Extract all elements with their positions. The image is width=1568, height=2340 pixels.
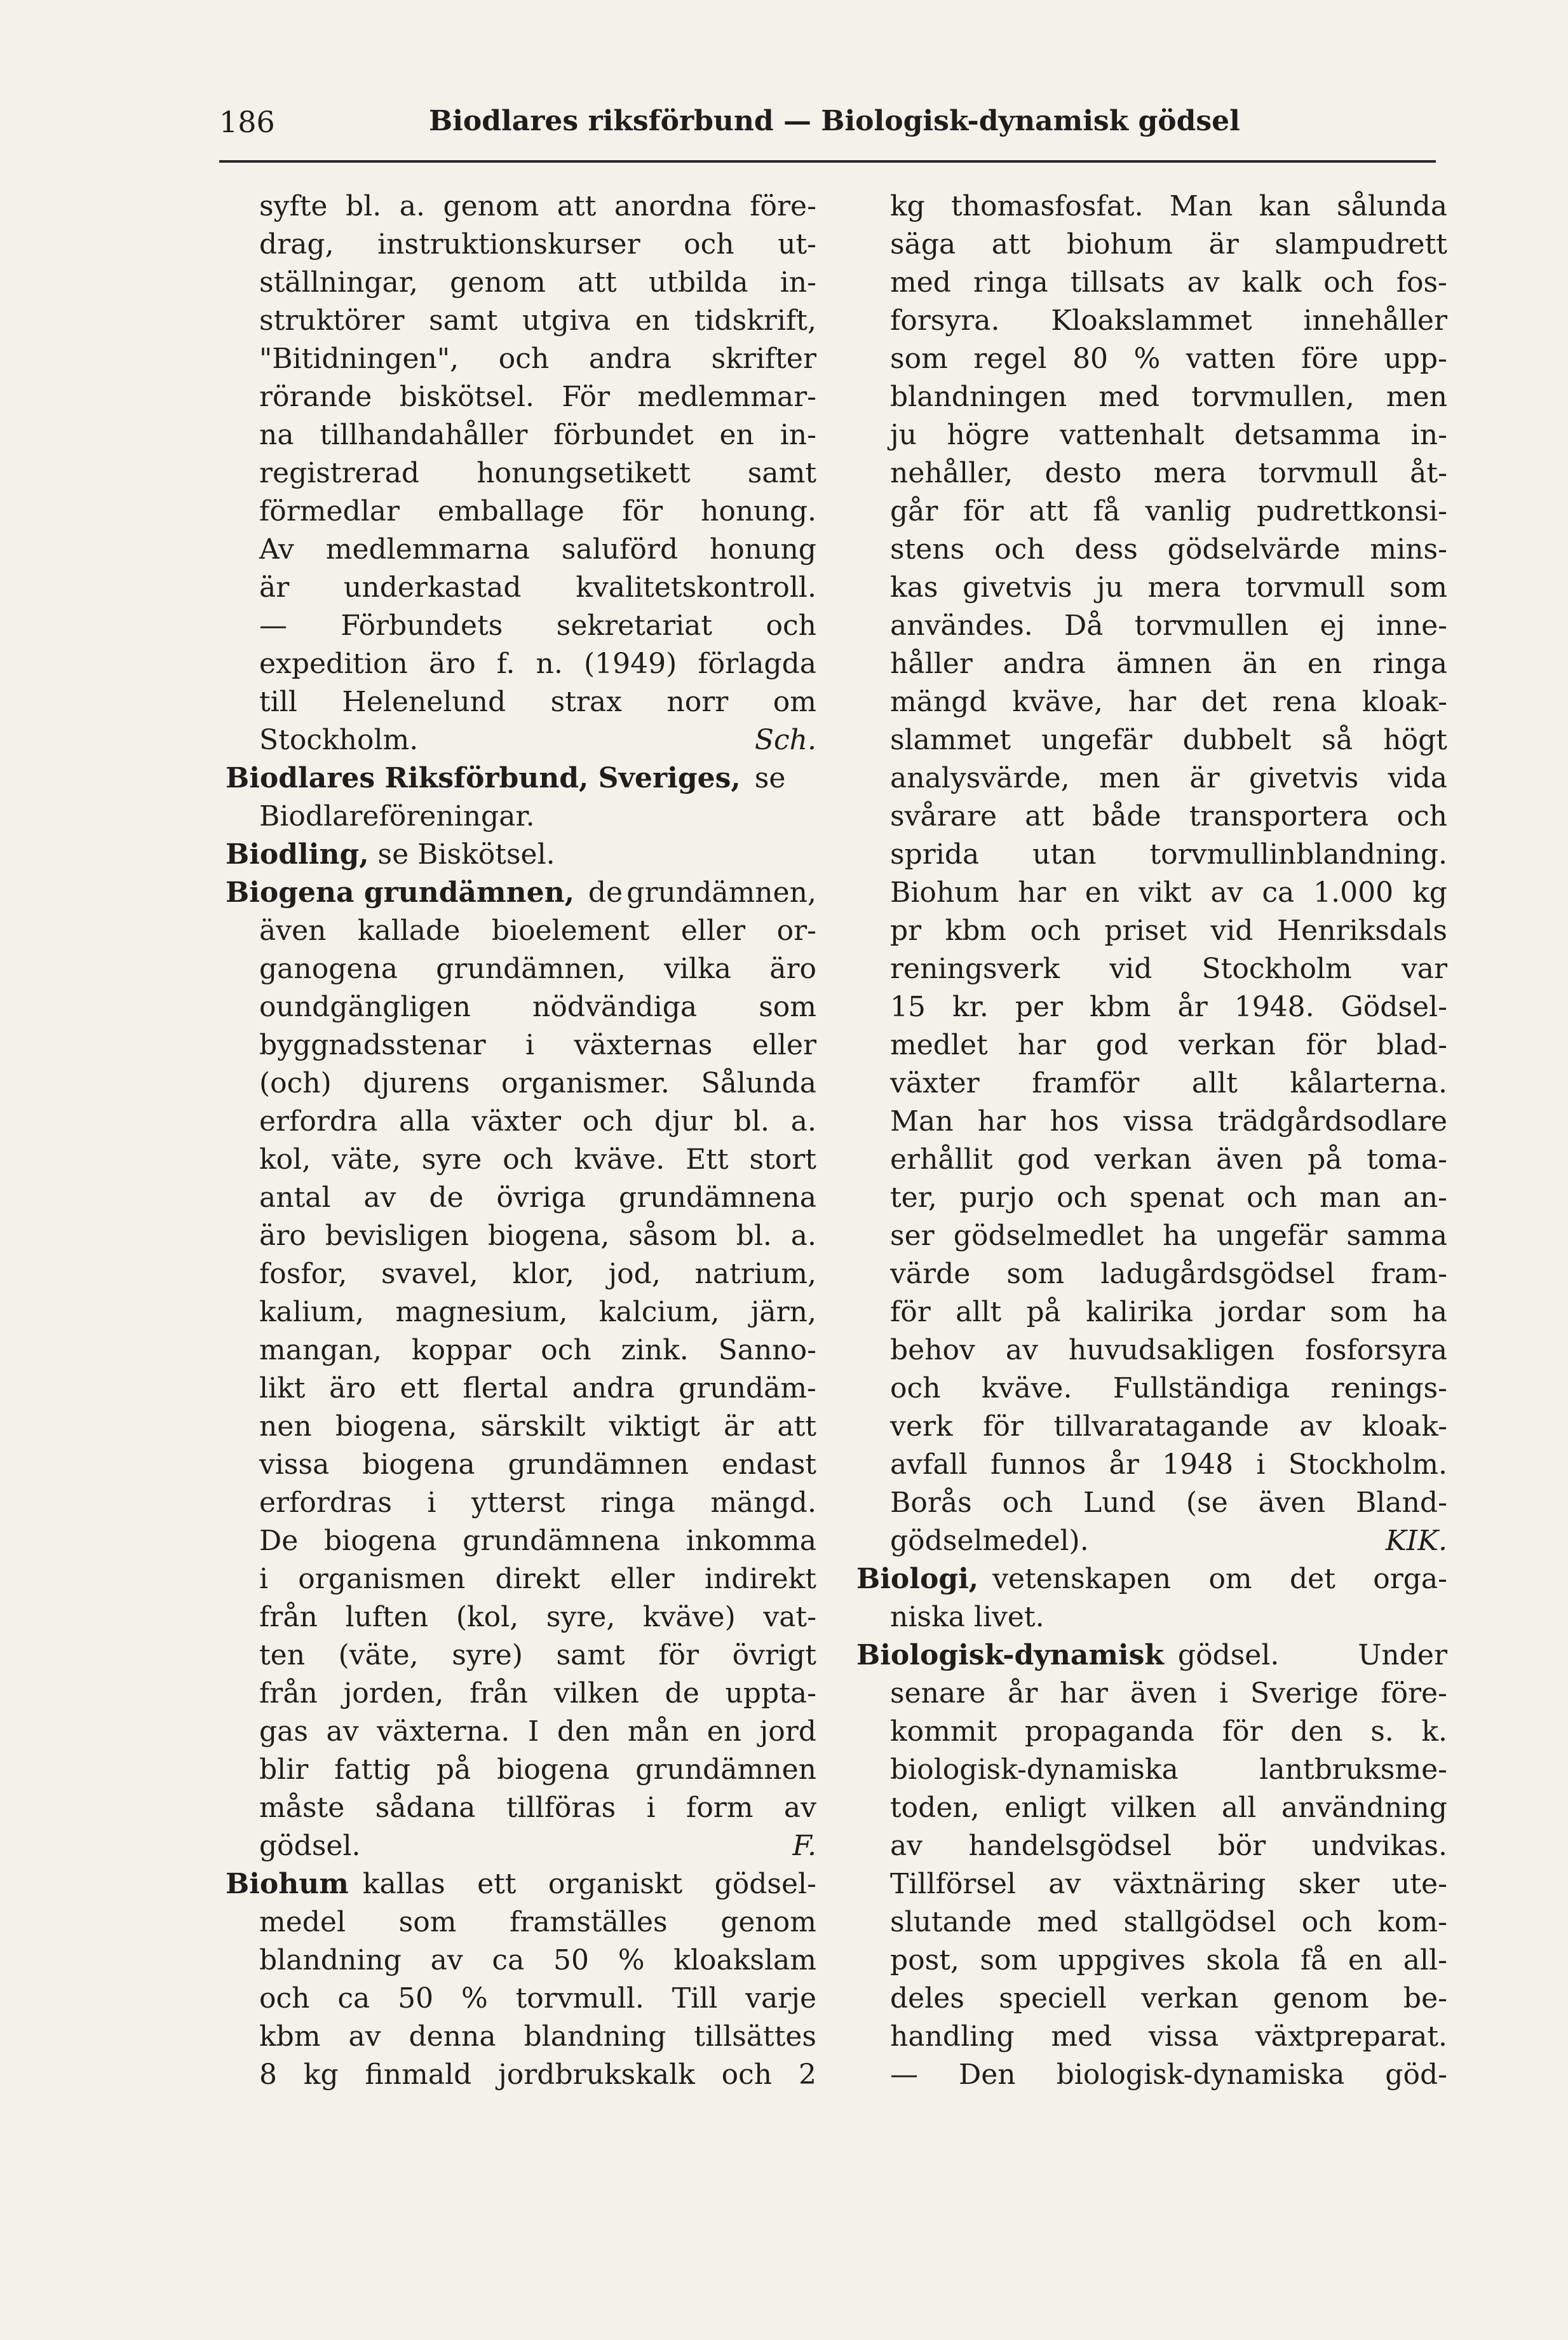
line-text: blandning av ca 50 % kloakslam (259, 1944, 816, 1976)
line-text: gödsel. (259, 1830, 361, 1862)
text-line (226, 1370, 816, 1408)
text-line (856, 683, 1447, 721)
line-text: registrerad honungsetikett samt (259, 457, 816, 489)
text-line (856, 416, 1447, 454)
line-text: slammet ungefär dubbelt så högt (890, 724, 1447, 756)
text-line (856, 1484, 1447, 1522)
text-line (226, 1713, 816, 1751)
line-text: ter, purjo och spenat och man an- (890, 1181, 1447, 1214)
line-text: blir fattig på biogena grundämnen (259, 1753, 816, 1786)
line-text: kol, väte, syre och kväve. Ett stort (259, 1143, 816, 1176)
line-text: Biohum har en vikt av ca 1.000 kg (890, 876, 1447, 909)
text-line (856, 1865, 1447, 1903)
text-line (856, 1903, 1447, 1942)
line-text: rörande biskötsel. För medlemmar- (259, 381, 816, 413)
line-text: med ringa tillsats av kalk och fos- (890, 266, 1447, 299)
text-line (856, 1026, 1447, 1065)
line-text: svårare att både transportera och (890, 800, 1447, 833)
line-text: 8 kg finmald jordbrukskalk och 2 (259, 2058, 816, 2091)
line-text: mängd kväve, har det rena kloak- (890, 686, 1447, 718)
line-text: antal av de övriga grundämnena (259, 1181, 816, 1214)
text-line (226, 340, 816, 378)
entry-headword: Biodling, (226, 838, 369, 871)
line-text: erfordras i ytterst ringa mängd. (259, 1486, 816, 1519)
line-text: måste sådana tillföras i form av (259, 1792, 816, 1824)
text-line (856, 1103, 1447, 1141)
text-line (856, 1217, 1447, 1255)
text-line (856, 607, 1447, 645)
text-line (226, 1179, 816, 1217)
line-text: gödsel. Under (1177, 1639, 1447, 1671)
line-text: kg thomasfosfat. Man kan sålunda (890, 190, 1447, 222)
line-text: se Biskötsel. (368, 838, 555, 871)
line-text: blandningen med torvmullen, men (890, 381, 1447, 413)
text-line (856, 988, 1447, 1026)
line-text: vetenskapen om det orga- (992, 1563, 1447, 1595)
text-line (856, 226, 1447, 264)
right-column (856, 187, 1447, 2094)
entry-headword: Biologi, (856, 1563, 979, 1595)
line-text: växter framför allt kålarterna. (890, 1067, 1447, 1099)
line-text: post, som uppgives skola få en all- (890, 1944, 1447, 1976)
line-text: ju högre vattenhalt detsamma in- (890, 419, 1447, 451)
text-line (856, 302, 1447, 340)
text-line (226, 264, 816, 302)
text-line (856, 759, 1447, 798)
line-text: sprida utan torvmullinblandning. (890, 838, 1447, 871)
line-text: Av medlemmarna saluförd honung (259, 533, 816, 566)
text-line (856, 187, 1447, 226)
line-text: kbm av denna blandning tillsättes (259, 2020, 816, 2053)
text-line (856, 836, 1447, 874)
line-text: är underkastad kvalitetskontroll. (259, 571, 816, 604)
text-line (856, 950, 1447, 988)
line-text: fosfor, svavel, klor, jod, natrium, (259, 1258, 816, 1290)
text-line (226, 1942, 816, 1980)
text-line (856, 912, 1447, 950)
text-line (226, 187, 816, 226)
line-text: biologisk-dynamiska lantbruksme- (890, 1753, 1447, 1786)
page-header (219, 105, 1436, 156)
line-text: kallas ett organiskt gödsel- (362, 1868, 816, 1900)
text-line (226, 1675, 816, 1713)
text-line (226, 836, 816, 874)
line-text: och ca 50 % torvmull. Till varje (259, 1982, 816, 2015)
line-text: medel som framställes genom (259, 1906, 816, 1938)
line-text: Biodlareföreningar. (259, 800, 535, 833)
line-text: kalium, magnesium, kalcium, järn, (259, 1296, 816, 1328)
line-text: för allt på kalirika jordar som ha (890, 1296, 1447, 1328)
line-text: och kväve. Fullständiga renings- (890, 1372, 1447, 1405)
line-text: av handelsgödsel bör undvikas. (890, 1830, 1447, 1862)
entry-headword: Biologisk-dynamisk (856, 1639, 1164, 1671)
line-text: användes. Då torvmullen ej inne- (890, 609, 1447, 642)
line-text: Borås och Lund (se även Bland- (890, 1486, 1447, 1519)
line-text: förmedlar emballage för honung. (259, 495, 816, 527)
line-text: verk för tillvaratagande av kloak- (890, 1410, 1447, 1443)
line-text: pr kbm och priset vid Henriksdals (890, 915, 1447, 947)
line-text: kommit propaganda för den s. k. (890, 1715, 1447, 1748)
text-line (856, 1408, 1447, 1446)
text-line (226, 1636, 816, 1675)
text-line (856, 1446, 1447, 1484)
text-line (856, 1980, 1447, 2018)
text-line (226, 721, 816, 759)
text-line (226, 683, 816, 721)
line-text: oundgängligen nödvändiga som (259, 991, 816, 1023)
text-line (226, 1446, 816, 1484)
line-text: 15 kr. per kbm år 1948. Gödsel- (890, 991, 1447, 1023)
line-text: byggnadsstenar i växternas eller (259, 1029, 816, 1061)
author-signature: F. (792, 1830, 816, 1862)
author-signature: Sch. (754, 724, 816, 756)
line-text: analysvärde, men är givetvis vida (890, 762, 1447, 794)
line-text: som regel 80 % vatten före upp- (890, 343, 1447, 375)
line-text: reningsverk vid Stockholm var (890, 953, 1447, 985)
line-text: behov av huvudsakligen fosforsyra (890, 1334, 1447, 1366)
text-line (856, 531, 1447, 569)
text-line (226, 1026, 816, 1065)
text-line (856, 1789, 1447, 1827)
text-line (226, 988, 816, 1026)
line-text: medlet har god verkan för blad- (890, 1029, 1447, 1061)
text-line (226, 1560, 816, 1598)
line-text: erhållit god verkan även på toma- (890, 1143, 1447, 1176)
line-text: syfte bl. a. genom att anordna före- (259, 190, 816, 222)
text-line (856, 1141, 1447, 1179)
text-line (226, 378, 816, 416)
left-column (226, 187, 816, 2094)
line-text: stens och dess gödselvärde mins- (890, 533, 1447, 566)
text-line (856, 1179, 1447, 1217)
line-text: nehåller, desto mera torvmull åt- (890, 457, 1447, 489)
text-line (226, 1865, 816, 1903)
text-line (226, 1331, 816, 1370)
text-line (856, 1370, 1447, 1408)
text-line (226, 607, 816, 645)
line-text: na tillhandahåller förbundet en in- (259, 419, 816, 451)
text-line (856, 1827, 1447, 1865)
text-line (226, 2018, 816, 2056)
text-line (226, 1484, 816, 1522)
text-line (856, 874, 1447, 912)
line-text: avfall funnos år 1948 i Stockholm. (890, 1448, 1447, 1481)
text-line (856, 1713, 1447, 1751)
text-line (226, 302, 816, 340)
entry-headword: Biodlares Riksförbund, Sveriges, (226, 762, 741, 794)
line-text: värde som ladugårdsgödsel fram- (890, 1258, 1447, 1290)
author-signature: KIK. (1385, 1525, 1447, 1557)
line-text: från luften (kol, syre, kväve) vat- (259, 1601, 816, 1633)
line-text: struktörer samt utgiva en tidskrift, (259, 304, 816, 337)
line-text: säga att biohum är slampudrett (890, 228, 1447, 261)
text-line (226, 1255, 816, 1293)
text-line (226, 1789, 816, 1827)
text-line (856, 340, 1447, 378)
line-text: se (754, 762, 786, 794)
line-text: går för att få vanlig pudrettkonsi- (890, 495, 1447, 527)
text-line (226, 950, 816, 988)
line-text: från jorden, från vilken de uppta- (259, 1677, 816, 1710)
text-line (226, 531, 816, 569)
text-line (226, 645, 816, 683)
text-line (856, 721, 1447, 759)
text-line (226, 454, 816, 493)
line-text: forsyra. Kloakslammet innehåller (890, 304, 1447, 337)
entry-headword: Biohum (226, 1868, 349, 1900)
text-line (226, 912, 816, 950)
text-line (226, 493, 816, 531)
line-text: Tillförsel av växtnäring sker ute- (890, 1868, 1447, 1900)
text-line (226, 874, 816, 912)
text-line (226, 1598, 816, 1636)
text-line (226, 1217, 816, 1255)
text-line (856, 1598, 1447, 1636)
text-line (226, 1522, 816, 1560)
line-text: ställningar, genom att utbilda in- (259, 266, 816, 299)
line-text: de grundämnen, (588, 876, 816, 909)
line-text: slutande med stallgödsel och kom- (890, 1906, 1447, 1938)
text-line (856, 798, 1447, 836)
text-line (226, 1408, 816, 1446)
text-line (856, 1751, 1447, 1789)
line-text: senare år har även i Sverige före- (890, 1677, 1447, 1710)
text-line (856, 569, 1447, 607)
line-text: handling med vissa växtpreparat. (890, 2020, 1447, 2053)
line-text: ten (väte, syre) samt för övrigt (259, 1639, 816, 1671)
line-text: äro bevisligen biogena, såsom bl. a. (259, 1220, 816, 1252)
text-line (856, 1293, 1447, 1331)
text-line (856, 1331, 1447, 1370)
line-text: expedition äro f. n. (1949) förlagda (259, 648, 816, 680)
text-line (226, 1980, 816, 2018)
text-line (856, 454, 1447, 493)
line-text: nen biogena, särskilt viktigt är att (259, 1410, 816, 1443)
text-line (226, 798, 816, 836)
line-text: i organismen direkt eller indirekt (259, 1563, 816, 1595)
text-line (856, 1942, 1447, 1980)
line-text: vissa biogena grundämnen endast (259, 1448, 816, 1481)
text-line (856, 1675, 1447, 1713)
text-line (856, 645, 1447, 683)
line-text: ser gödselmedlet ha ungefär samma (890, 1220, 1447, 1252)
line-text: även kallade bioelement eller or- (259, 915, 816, 947)
line-text: erfordra alla växter och djur bl. a. (259, 1105, 816, 1138)
text-line (226, 1065, 816, 1103)
line-text: Stockholm. (259, 724, 419, 756)
running-head: Biodlares riksförbund — Biologisk-dynamisk gödsel (429, 105, 1240, 137)
line-text: mangan, koppar och zink. Sanno- (259, 1334, 816, 1366)
line-text: till Helenelund strax norr om (259, 686, 816, 718)
line-text: (och) djurens organismer. Sålunda (259, 1067, 816, 1099)
text-line (226, 2056, 816, 2094)
text-line (226, 1293, 816, 1331)
text-line (856, 1065, 1447, 1103)
line-text: likt äro ett flertal andra grundäm- (259, 1372, 816, 1405)
text-line (856, 2056, 1447, 2094)
text-line (856, 1560, 1447, 1598)
line-text: "Bitidningen", och andra skrifter (259, 343, 816, 375)
line-text: ganogena grundämnen, vilka äro (259, 953, 816, 985)
text-line (856, 2018, 1447, 2056)
line-text: kas givetvis ju mera torvmull som (890, 571, 1447, 604)
page-number: 186 (219, 105, 275, 139)
text-line (226, 1141, 816, 1179)
text-line (856, 264, 1447, 302)
header-rule (219, 160, 1436, 163)
text-line (226, 226, 816, 264)
line-text: — Den biologisk-dynamiska göd- (890, 2058, 1447, 2091)
text-line (226, 1103, 816, 1141)
line-text: drag, instruktionskurser och ut- (259, 228, 816, 261)
text-line (226, 759, 816, 798)
text-line (226, 416, 816, 454)
entry-headword: Biogena grundämnen, (226, 876, 574, 909)
line-text: toden, enligt vilken all användning (890, 1792, 1447, 1824)
line-text: — Förbundets sekretariat och (259, 609, 816, 642)
text-line (856, 378, 1447, 416)
text-line (856, 493, 1447, 531)
text-line (856, 1255, 1447, 1293)
text-line (226, 569, 816, 607)
line-text: De biogena grundämnena inkomma (259, 1525, 816, 1557)
text-line (226, 1827, 816, 1865)
line-text: gas av växterna. I den mån en jord (259, 1715, 816, 1748)
text-line (856, 1636, 1447, 1675)
line-text: Man har hos vissa trädgårdsodlare (890, 1105, 1447, 1138)
text-line (226, 1751, 816, 1789)
text-line (226, 1903, 816, 1942)
line-text: gödselmedel). (890, 1525, 1089, 1557)
text-line (856, 1522, 1447, 1560)
line-text: deles speciell verkan genom be- (890, 1982, 1447, 2015)
line-text: håller andra ämnen än en ringa (890, 648, 1447, 680)
line-text: niska livet. (890, 1601, 1044, 1633)
